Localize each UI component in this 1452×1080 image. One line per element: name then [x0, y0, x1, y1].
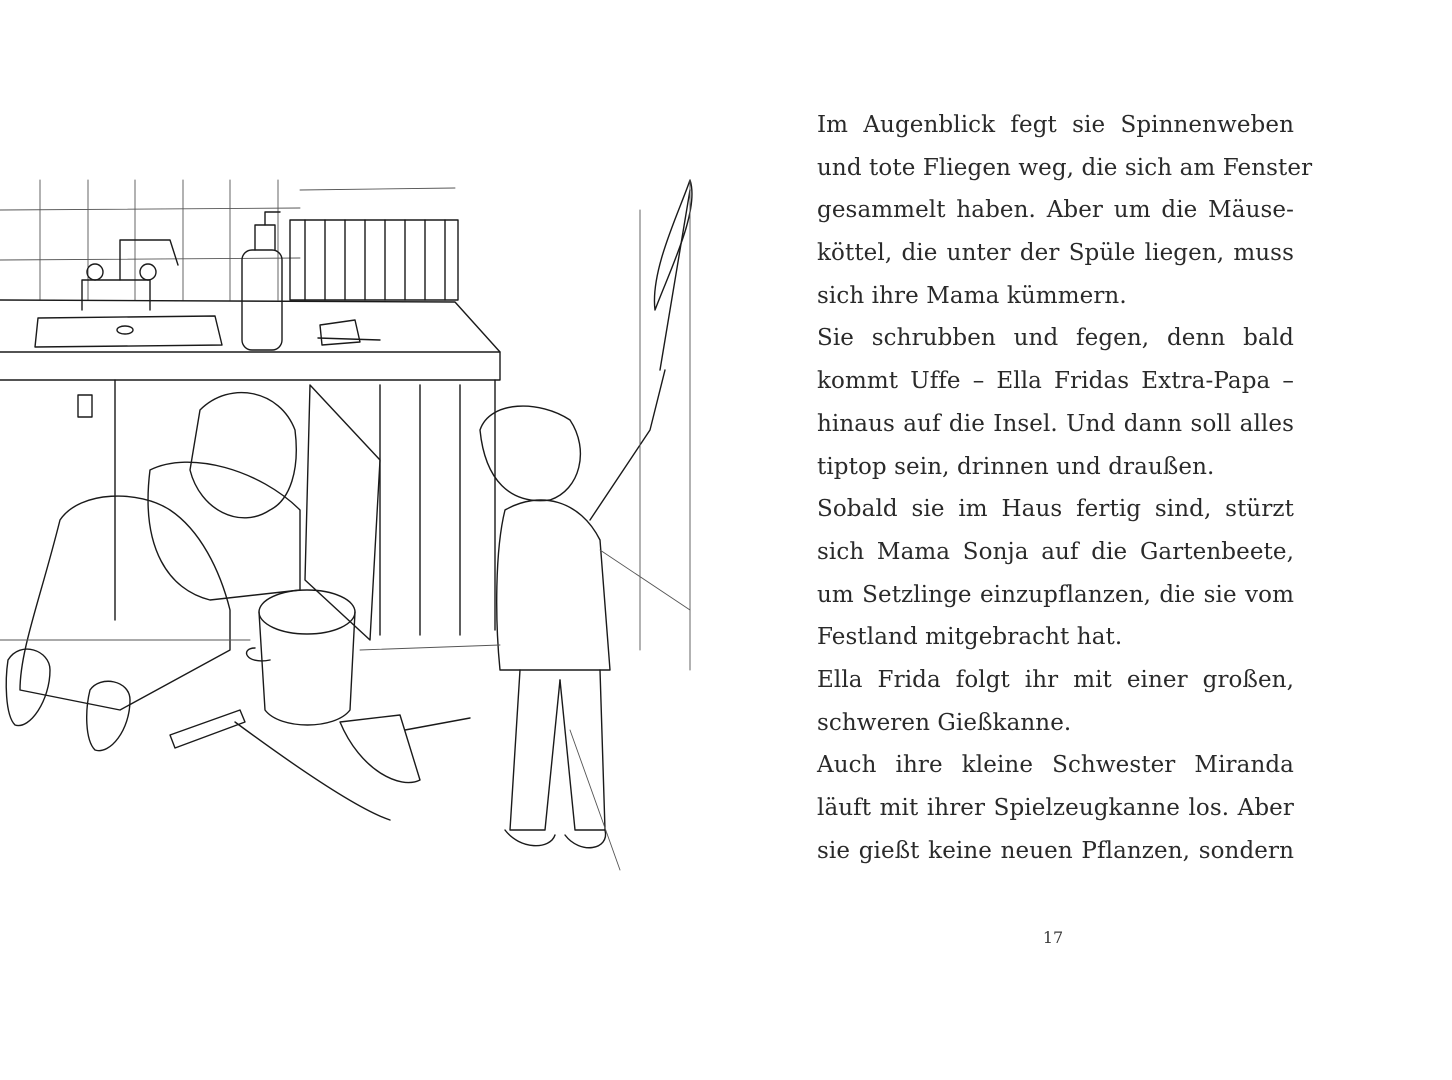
- text-line: Festland mitgebracht hat.: [817, 624, 1123, 651]
- text-line: läuft mit ihrer Spielzeugkanne los. Aber: [817, 795, 1294, 821]
- story-text: [817, 104, 1313, 872]
- text-line: Auch ihre kleine Schwester Miranda: [817, 752, 1294, 779]
- countertop: [0, 212, 500, 380]
- standing-child: [480, 180, 692, 848]
- text-line: Sobald sie im Haus fertig sind, stürzt: [817, 496, 1294, 523]
- broom-and-dustpan: [170, 710, 470, 820]
- kitchen-cleaning-illustration: [0, 170, 700, 910]
- text-line: um Setzlinge einzupflanzen, die sie vom: [817, 581, 1294, 608]
- cabinet: [78, 380, 495, 640]
- text-line: schweren Gießkanne.: [817, 709, 1072, 736]
- text-line: sich ihre Mama kümmern.: [817, 282, 1127, 309]
- window-frame: [600, 180, 690, 670]
- kneeling-person: [6, 393, 300, 751]
- floor: [0, 640, 620, 870]
- text-line: Sie schrubben und fegen, denn bald: [817, 325, 1294, 352]
- text-line: hinaus auf die Insel. Und dann soll alles: [817, 410, 1294, 437]
- page-number: 17: [1042, 928, 1064, 947]
- text-line: sich Mama Sonja auf die Gartenbeete,: [817, 538, 1294, 565]
- text-line: und tote Fliegen weg, die sich am Fenster: [817, 154, 1313, 181]
- text-line: Im Augenblick fegt sie Spinnenweben: [817, 112, 1294, 138]
- text-line: tiptop sein, drinnen und draußen.: [817, 453, 1215, 480]
- text-line: kommt Uffe – Ella Fridas Extra-Papa –: [817, 368, 1294, 395]
- wall-tiles: [0, 180, 455, 300]
- text-line: köttel, die unter der Spüle liegen, muss: [817, 240, 1294, 267]
- text-line: sie gießt keine neuen Pflanzen, sondern: [817, 837, 1294, 864]
- text-line: gesammelt haben. Aber um die Mäuse-: [817, 197, 1294, 224]
- text-line: Ella Frida folgt ihr mit einer großen,: [817, 666, 1294, 693]
